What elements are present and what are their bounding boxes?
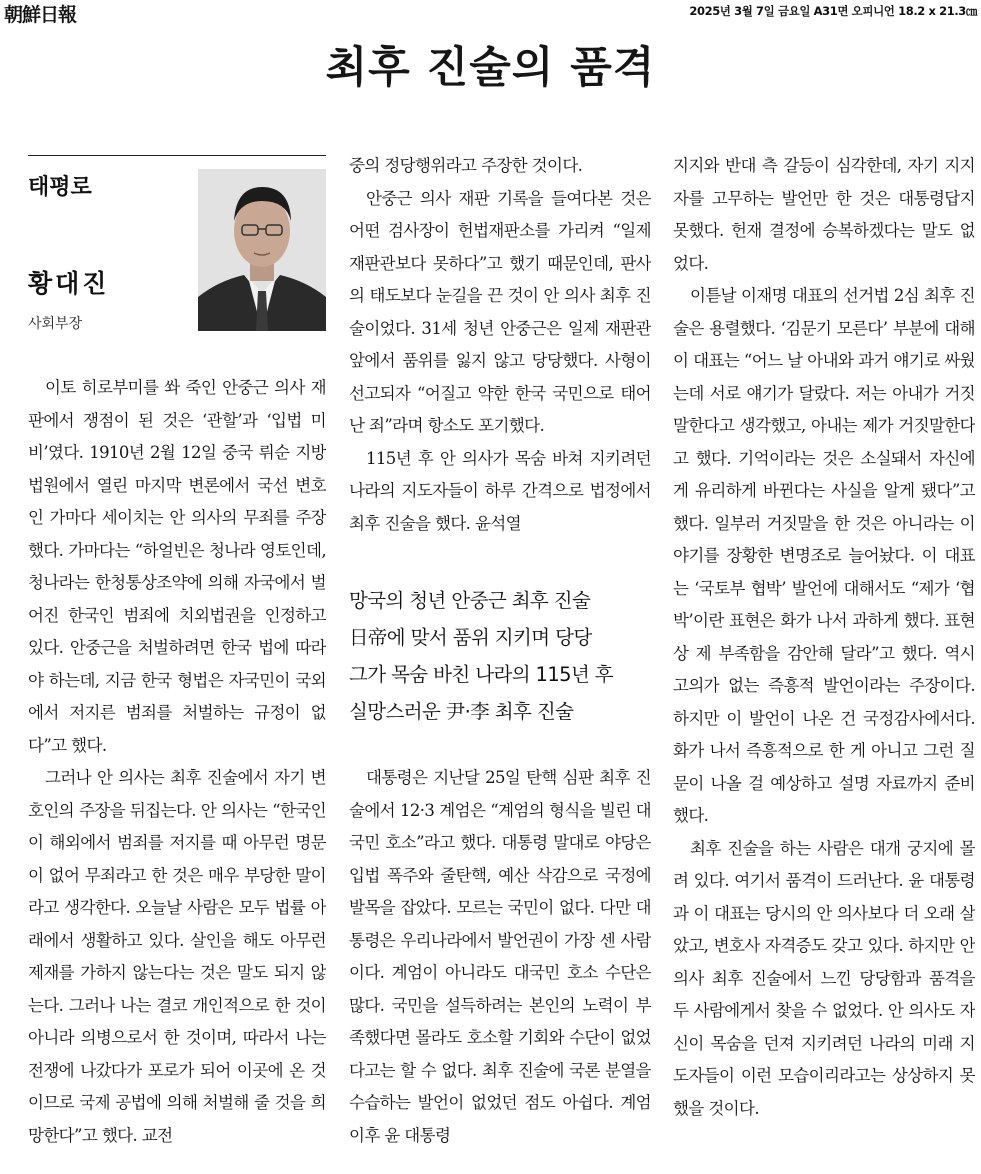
paragraph: 지지와 반대 측 갈등이 심각한데, 자기 지지자를 고무하는 발언만 한 것은 대통령답지 못했다. 헌재 결정에 승복하겠다는 말도 없었다. bbox=[673, 156, 975, 273]
headline: 최후 진술의 품격 bbox=[325, 43, 656, 93]
paragraph: 안중근 의사 재판 기록을 들여다본 것은 어떤 검사장이 헌법재판소를 가리켜 “일제 재판관보다 못하다”고 했기 때문인데, 판사의 태도보다 눈길을 끈 것이 안 의사 최후 진술이었다. 31세 청년 안중근은 일제 재판관 앞에서 품위를 잃지 않고 당당했다. 사형이 선고되자 “어질고 약한 한국 국민으로 태어난 죄”라며 항소도 포기했다. bbox=[349, 188, 651, 435]
author-name: 황대진 bbox=[28, 269, 110, 298]
paragraph: 이튿날 이재명 대표의 선거법 2심 최후 진술은 용렬했다. ‘김문기 모른다’ 부분에 대해 이 대표는 “어느 날 아내와 과거 얘기로 싸웠는데 서로 얘기가 달랐다. 저는 아내가 거짓말한다고 생각했고, 아내는 제가 거짓말한다고 했다. 기억이라는 것은 소실돼서 자신에게 유리하게 바뀐다는 사실을 알게 됐다”고 했다. 일부러 거짓말을 한 것은 아니라는 이야기를 장황한 변명조로 늘어놨다. 이 대표는 ‘국토부 협박’ 발언에 대해서도 “제가 ‘협박’이란 표현은 화가 나서 과하게 했다. 표현상 제 부족함을 감안해 달라”고 했다. 역시 고의가 없는 즉흥적 발언이라는 주장이다. 하지만 이 발언이 나온 건 국정감사에서다. 화가 나서 즉흥적으로 한 게 아니고 그런 질문이 나올 걸 예상하고 설명 자료까지 준비했다. bbox=[673, 286, 975, 825]
article-column-1 bbox=[28, 372, 326, 1162]
pull-quote-line: 日帝에 맞서 품위 지키며 당당 bbox=[349, 626, 592, 649]
paragraph: 115년 후 안 의사가 목숨 바쳐 지키려던 나라의 지도자들이 하루 간격으로 법정에서 최후 진술을 했다. 윤석열 bbox=[349, 448, 651, 533]
article-column-3 bbox=[673, 150, 975, 1162]
article-column-2-top bbox=[349, 150, 651, 550]
publication-info: 2025년 3월 7일 금요일 A31면 오피니언 18.2 x 21.3㎝ bbox=[689, 4, 977, 18]
paragraph: 중의 정당행위라고 주장한 것이다. bbox=[349, 156, 583, 175]
pull-quote-line: 실망스러운 尹·李 최후 진술 bbox=[349, 700, 574, 723]
paragraph: 그러나 안 의사는 최후 진술에서 자기 변호인의 주장을 뒤집는다. 안 의사는 “한국인이 해외에서 범죄를 저지를 때 아무런 명문이 없어 무죄라고 한 것은 매우 부당한 말이라고 생각한다. 오늘날 사람은 모두 법률 아래에서 생활하고 있다. 살인을 해도 아무런 제재를 가하지 않는다는 것은 말도 되지 않는다. 그러나 나는 결코 개인적으로 한 것이 아니라 의병으로서 한 것이며, 따라서 나는 전쟁에 나갔다가 포로가 되어 이곳에 온 것이므로 국제 공법에 의해 처벌해 줄 것을 희망한다”고 했다. 교전 bbox=[28, 768, 326, 1145]
masthead bbox=[0, 0, 981, 24]
newspaper-logo: 朝鮮日報 bbox=[4, 4, 77, 26]
column-section-name: 태평로 bbox=[28, 175, 92, 200]
paragraph: 이토 히로부미를 쏴 죽인 안중근 의사 재판에서 쟁점이 된 것은 ‘관할’과 ‘입법 미비’였다. 1910년 2월 12일 중국 뤼순 지방법원에서 열린 마지막 변론에서 국선 변호인 가마다 세이치는 안 의사의 무죄를 주장했다. 가마다는 “하얼빈은 청나라 영토인데, 청나라는 한청통상조약에 의해 자국에서 벌어진 한국인 범죄에 치외법권을 인정하고 있다. 안중근을 처벌하려면 한국 법에 따라야 하는데, 지금 한국 형법은 자국민이 국외에서 저지른 범죄를 처벌하는 규정이 없다”고 했다. bbox=[28, 378, 326, 755]
byline bbox=[28, 155, 326, 336]
pull-quote bbox=[349, 582, 651, 732]
paragraph: 대통령은 지난달 25일 탄핵 심판 최후 진술에서 12·3 계엄은 “계엄의 형식을 빌린 대국민 호소”라고 했다. 대통령 말대로 야당은 입법 폭주와 줄탄핵, 예산 삭감으로 국정에 발목을 잡았다. 모르는 국민이 없다. 다만 대통령은 우리나라에서 발언권이 가장 센 사람이다. 계엄이 아니라도 대국민 호소 수단은 많다. 국민을 설득하려는 본인의 노력이 부족했다면 몰라도 호소할 기회와 수단이 없었다고는 할 수 없다. 최후 진술에 국론 분열을 수습하는 발언이 없었던 점도 아쉽다. 계엄 이후 윤 대통령 bbox=[349, 768, 651, 1145]
pull-quote-line: 망국의 청년 안중근 최후 진술 bbox=[349, 589, 591, 612]
portrait-image bbox=[198, 169, 326, 331]
author-photo bbox=[198, 169, 326, 331]
author-role: 사회부장 bbox=[28, 316, 83, 332]
article-column-2-bottom bbox=[349, 762, 651, 1162]
pull-quote-line: 그가 목숨 바친 나라의 115년 후 bbox=[349, 663, 614, 686]
paragraph: 최후 진술을 하는 사람은 대개 궁지에 몰려 있다. 여기서 품격이 드러난다. 윤 대통령과 이 대표는 당시의 안 의사보다 더 오래 살았고, 변호사 자격증도 갖고 있다. 하지만 안 의사 최후 진술에서 느낀 당당함과 품격을 두 사람에게서 찾을 수 없었다. 안 의사도 자신이 목숨을 던져 지키려던 나라의 미래 지도자들이 이런 모습이리라고는 상상하지 못했을 것이다. bbox=[673, 838, 975, 1118]
